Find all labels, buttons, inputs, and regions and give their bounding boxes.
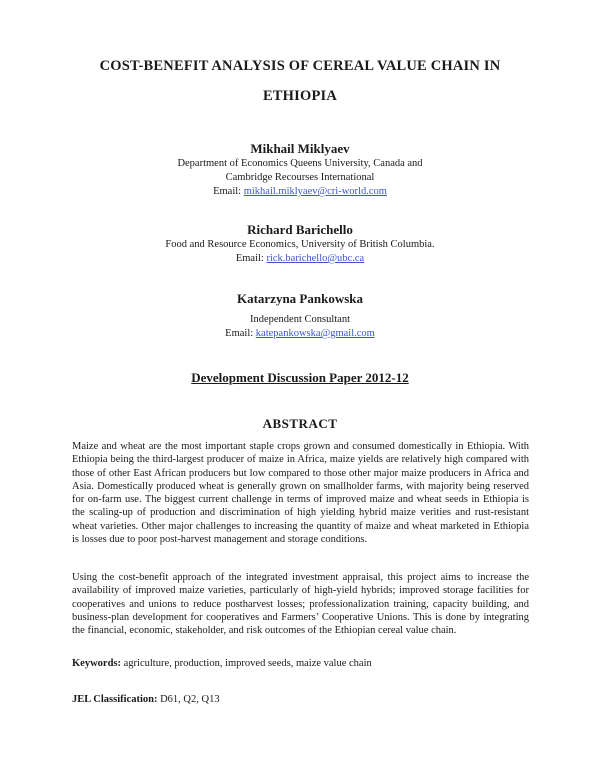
author-name: Mikhail Miklyaev xyxy=(250,141,350,156)
author-email-link[interactable]: katepankowska@gmail.com xyxy=(255,328,375,339)
author-email-link[interactable]: rick.barichello@ubc.ca xyxy=(266,253,365,264)
keywords-value: agriculture, production, improved seeds, maize value chain xyxy=(121,658,372,669)
paper-title-line-2: ETHIOPIA xyxy=(262,88,338,104)
paper-title-line-1: COST-BENEFIT ANALYSIS OF CEREAL VALUE CHAIN IN xyxy=(99,58,501,74)
jel-value: D61, Q2, Q13 xyxy=(157,694,220,705)
email-label: Email: xyxy=(235,253,267,264)
email-label: Email: xyxy=(225,328,256,339)
author-affiliation: Independent Consultant xyxy=(249,314,351,325)
author-affiliation: Cambridge Recourses International xyxy=(225,172,375,183)
author-email-line xyxy=(40,185,560,199)
author-name: Katarzyna Pankowska xyxy=(236,291,364,306)
paper-series-heading xyxy=(40,369,560,387)
author-email-line xyxy=(40,252,560,266)
abstract-paragraph-1: Maize and wheat are the most important staple crops grown and consumed domestically in Ethiopia. With Ethiopia being the third-largest producer of maize in Africa, maize yields are relatively high compared with those of other East African producers but low compared to those other major maize producers in Africa and Asia. Domestically produced wheat is generally grown on smallholder farms, with majority being reserved for on-farm use. The biggest current challenge in terms of improved maize and wheat seeds in Ethiopia is the scaling-up of production and discrimination of high yielding hybrid maize verities and rust-resistant wheat varieties. Other major challenges to increasing the quantity of maize and wheat marketed in Ethiopia is losses due to poor post-harvest management and storage conditions. xyxy=(72,441,529,546)
abstract-paragraph-2: Using the cost-benefit approach of the integrated investment appraisal, this project aims to increase the availability of improved maize varieties, particularly of high-yield hybrids; improved storage facilities for cooperatives and unions to reduce postharvest losses; professionalization training, capacity building, and business-plan development for cooperatives and Farmers’ Cooperative Unions. This is done by integrating the financial, economic, stakeholder, and risk outcomes of the Ethiopian cereal value chain. xyxy=(72,572,529,637)
author-name: Richard Barichello xyxy=(247,222,353,237)
email-label: Email: xyxy=(213,186,244,197)
author-email-line xyxy=(40,327,560,341)
jel-label: JEL Classification: xyxy=(72,694,158,705)
abstract-heading: ABSTRACT xyxy=(262,416,338,431)
author-affiliation: Department of Economics Queens University, Canada and xyxy=(177,158,423,169)
keywords-line xyxy=(72,657,529,670)
author-block-miklyaev xyxy=(40,141,560,199)
author-block-pankowska xyxy=(40,291,560,341)
author-affiliation: Food and Resource Economics, University of British Columbia. xyxy=(165,239,435,250)
author-email-link[interactable]: mikhail.miklyaev@cri-world.com xyxy=(243,186,387,197)
jel-classification-line xyxy=(72,693,529,706)
author-block-barichello xyxy=(40,222,560,266)
paper-series-label: Development Discussion Paper 2012-12 xyxy=(191,370,409,385)
keywords-label: Keywords: xyxy=(72,658,121,669)
